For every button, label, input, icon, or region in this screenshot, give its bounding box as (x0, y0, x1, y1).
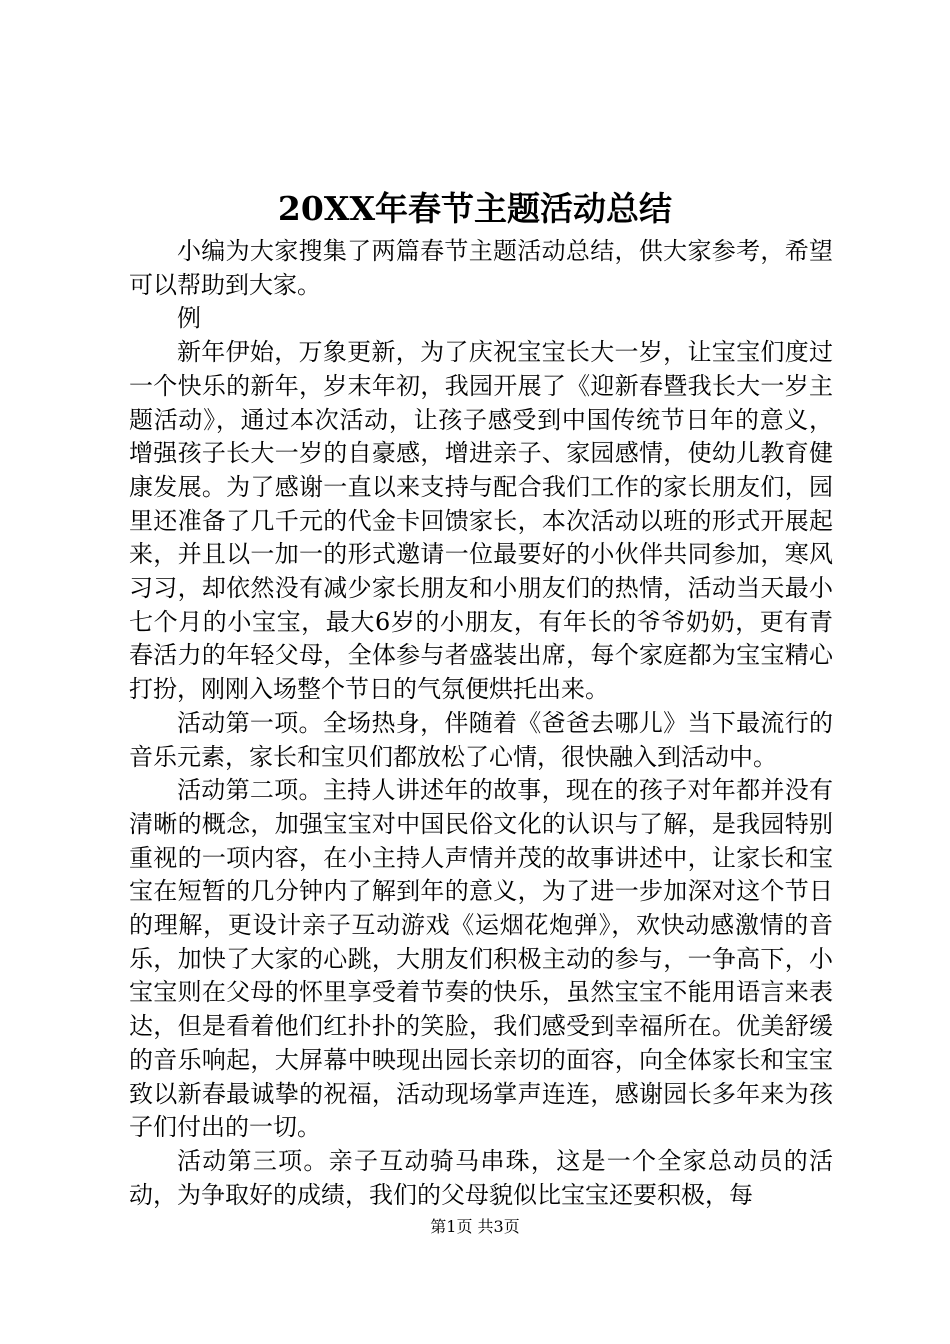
page-number-footer: 第1页 共3页 (430, 1217, 520, 1236)
body-paragraph: 活动第三项。亲子互动骑马串珠，这是一个全家总动员的活动，为争取好的成绩，我们的父母貌似比宝宝还要积极，每 (129, 1146, 833, 1209)
document-body (129, 235, 833, 1212)
document-title: 20XX年春节主题活动总结 (277, 189, 673, 228)
intro-paragraph: 小编为大家搜集了两篇春节主题活动总结，供大家参考，希望可以帮助到大家。 (129, 237, 833, 299)
body-paragraph: 新年伊始，万象更新，为了庆祝宝宝长大一岁，让宝宝们度过一个快乐的新年，岁末年初，我园开展了《迎新春暨我长大一岁主题活动》，通过本次活动，让孩子感受到中国传统节日年的意义，增强孩子长大一岁的自豪感，增进亲子、家园感情，使幼儿教育健康发展。为了感谢一直以来支持与配合我们工作的家长朋友们，园里还准备了几千元的代金卡回馈家长，本次活动以班的形式开展起来，并且以一加一的形式邀请一位最要好的小伙伴共同参加，寒风习习，却依然没有减少家长朋友和小朋友们的热情，活动当天最小七个月的小宝宝，最大6岁的小朋友，有年长的爷爷奶奶，更有青春活力的年轻父母，全体参与者盛装出席，每个家庭都为宝宝精心打扮，刚刚入场整个节日的气氛便烘托出来。 (129, 338, 833, 704)
body-paragraph: 活动第二项。主持人讲述年的故事，现在的孩子对年都并没有清晰的概念，加强宝宝对中国民俗文化的认识与了解，是我园特别重视的一项内容，在小主持人声情并茂的故事讲述中，让家长和宝宝在短暂的几分钟内了解到年的意义，为了进一步加深对这个节日的理解，更设计亲子互动游戏《运烟花炮弹》，欢快动感激情的音乐，加快了大家的心跳，大朋友们积极主动的参与，一争高下，小宝宝则在父母的怀里享受着节奏的快乐，虽然宝宝不能用语言来表达，但是看着他们红扑扑的笑脸，我们感受到幸福所在。优美舒缓的音乐响起，大屏幕中映现出园长亲切的面容，向全体家长和宝宝致以新春最诚挚的祝福，活动现场掌声连连，感谢园长多年来为孩子们付出的一切。 (129, 776, 833, 1142)
example-label: 例 (177, 304, 201, 333)
body-paragraph: 活动第一项。全场热身，伴随着《爸爸去哪儿》当下最流行的音乐元素，家长和宝贝们都放松了心情，很快融入到活动中。 (129, 708, 833, 771)
